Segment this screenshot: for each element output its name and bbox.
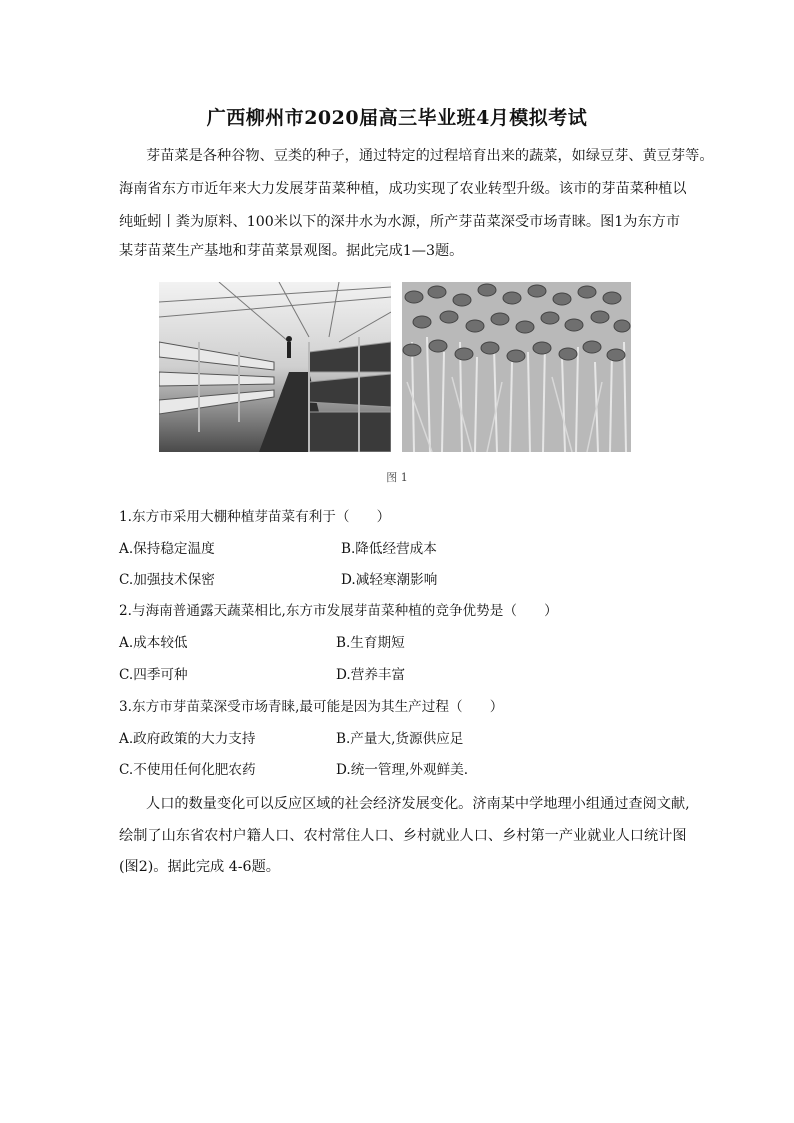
intro1-line: 芽苗菜是各种谷物、豆类的种子，通过特定的过程培育出来的蔬菜，如绿豆芽、黄豆芽等。 [146, 148, 714, 164]
option-a: A.成本较低 [119, 635, 188, 651]
option-b: B.生育期短 [336, 635, 405, 651]
option-d: D.营养丰富 [336, 667, 406, 683]
question-stem: 2.与海南普通露天蔬菜相比,东方市发展芽苗菜种植的竞争优势是（ ） [119, 603, 558, 619]
figure-1-caption: 图 1 [386, 471, 408, 484]
option-a: A.政府政策的大力支持 [119, 731, 256, 747]
intro2-line: (图2)。据此完成 4-6题。 [119, 859, 280, 875]
option-c: C.四季可种 [119, 667, 188, 683]
option-c: C.加强技术保密 [119, 572, 215, 588]
option-b: B.降低经营成本 [341, 541, 437, 557]
intro2-line: 人口的数量变化可以反应区域的社会经济发展变化。济南某中学地理小组通过查阅文献, [146, 796, 690, 812]
option-a: A.保持稳定温度 [119, 541, 215, 557]
page-title: 广西柳州市2020届高三毕业班4月模拟考试 [206, 107, 588, 129]
option-d: D.减轻寒潮影响 [341, 572, 438, 588]
greenhouse-photo [159, 282, 391, 452]
option-c: C.不使用任何化肥农药 [119, 762, 256, 778]
question-stem: 3.东方市芽苗菜深受市场青睐,最可能是因为其生产过程（ ） [119, 699, 504, 715]
sprouts-photo [402, 282, 631, 452]
option-b: B.产量大,货源供应足 [336, 731, 464, 747]
question-stem: 1.东方市采用大棚种植芽苗菜有利于（ ） [119, 509, 391, 525]
intro1-line: 某芽苗菜生产基地和芽苗菜景观图。据此完成1—3题。 [119, 243, 464, 259]
intro1-line: 纯蚯蚓丨粪为原料、100米以下的深井水为水源，所产芽苗菜深受市场青睐。图1为东方市 [119, 214, 681, 230]
intro2-line: 绘制了山东省农村户籍人口、农村常住人口、乡村就业人口、乡村第一产业就业人口统计图 [119, 828, 687, 844]
intro1-line: 海南省东方市近年来大力发展芽苗菜种植，成功实现了农业转型升级。该市的芽苗菜种植以 [119, 181, 687, 197]
option-d: D.统一管理,外观鲜美. [336, 762, 469, 778]
